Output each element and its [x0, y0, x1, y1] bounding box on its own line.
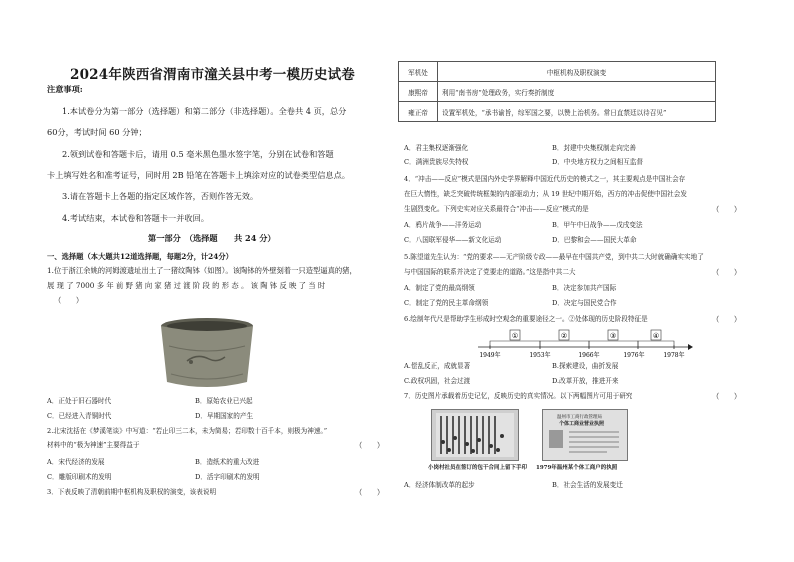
exam-title: 2024年陕西省渭南市潼关县中考一模历史试卷: [70, 67, 355, 83]
pottery-bowl-image: [157, 316, 257, 392]
table-cell: 雍正帝: [399, 102, 438, 122]
q1-line-1: 1.位于浙江余姚的河姆渡遗址出土了一猪纹陶钵（如图）。该陶钵的外壁刻着一只造型逼真的猪，: [47, 266, 357, 275]
license-photo-caption: 1979年温州某个体工商户的执照: [536, 465, 618, 471]
contract-photo: [431, 409, 519, 461]
q4-line-1: 4．“冲击——反应”模式是国内外史学界解释中国近代历史的模式之一，其主要观点是中国社会存: [404, 175, 686, 183]
q1-option-d: D．早期国家的产生: [195, 412, 254, 420]
q2-option-b: B．造纸术的重大改进: [195, 458, 260, 466]
q2-line-2: 材料中的“极为神速”主要得益于: [47, 441, 140, 449]
table-cell: 中枢机构及职权演变: [438, 62, 716, 82]
q3-option-c: C．满洲贵族尽失特权: [404, 158, 469, 166]
q7-question: 7．历史图片承载着历史记忆，反映历史的真实情况。以下两幅图片可用于研究: [404, 392, 633, 400]
q2-line-1: 2.北宋沈括在《梦溪笔谈》中写道：“若止印三二本，未为简易；若印数十百千本，则极为神速。”: [47, 427, 328, 435]
q3-option-d: D．中央地方权力之间相互监督: [552, 158, 644, 166]
license-photo: [542, 409, 628, 461]
q2-option-c: C．雕版印刷术的发明: [47, 473, 112, 481]
q3-option-a: A．君主集权逐渐强化: [404, 144, 469, 152]
q4-option-a: A．鸦片战争——洋务运动: [404, 221, 482, 229]
q2-option-d: D．活字印刷术的发明: [195, 473, 260, 481]
timeline-marker: ④: [652, 332, 660, 340]
q6-option-c: C.政权巩固，社会过渡: [404, 377, 471, 385]
notes-heading: 注意事项:: [47, 84, 83, 94]
q1-option-a: A．正处于旧石器时代: [47, 397, 112, 405]
contract-photo-graphic: [432, 410, 518, 460]
table-cell: 设置军机处，“承书谕旨，综军国之要，以赞上治机务。常日直禁廷以待召见”: [438, 102, 716, 122]
q1-line-2: 展 现 了 7000 多 年 前 野 猪 向 家 猪 过 渡 阶 段 的 形 态 。 该 陶 钵 反 映 了 当 时: [47, 281, 326, 290]
q6-option-a: A.偿乱反正，成就显著: [404, 362, 471, 370]
q5-line-1: 5.陈望道先生认为：“党的要求——无产阶级专政——最早在中国共产党，到中共二大时就确确实实地了: [404, 253, 704, 261]
q6-timeline: [476, 328, 694, 360]
timeline-year: 1949年: [479, 352, 501, 359]
q4-line-3: 生剧烈变化。下列史实对应关系最符合“冲击——反应”模式的是: [404, 205, 589, 213]
q5-option-a: A．制定了党的最高纲领: [404, 284, 475, 292]
note-line-3: 2.领到试卷和答题卡后，请用 0.5 毫米黑色墨水签字笔，分别在试卷和答题: [62, 149, 334, 159]
q5-option-c: C．制定了党的民主革命纲领: [404, 299, 489, 307]
note-line-6: 4.考试结束，本试卷和答题卡一并收回。: [62, 213, 209, 223]
timeline-year: 1953年: [529, 352, 551, 359]
q4-option-b: B．甲午中日战争——戊戌变法: [552, 221, 643, 229]
q6-question: 6.绘制年代尺是帮助学生形成时空观念的重要途径之一。②处体现的历史阶段特征是: [404, 315, 648, 323]
q4-option-c: C．八国联军侵华——新文化运动: [404, 236, 502, 244]
q6-option-d: D.改革开放，推进开来: [552, 377, 619, 385]
q4-option-d: D．巴黎和会——国民大革命: [552, 236, 637, 244]
table-row: [399, 62, 716, 82]
note-line-1: 1.本试卷分为第一部分（选择题）和第二部分（非选择题）。全卷共 4 页，总分: [62, 106, 347, 116]
license-subheading: 个体工商业营业执照: [559, 421, 605, 427]
q3-option-b: B．封建中央集权制走向完善: [552, 144, 636, 152]
table-cell: 军机处: [399, 62, 438, 82]
table-cell: 康熙帝: [399, 82, 438, 102]
q3-answer-paren: （ ）: [355, 488, 385, 497]
q3-question: 3．下表反映了清朝前期中枢机构及职权的演变，该表说明: [47, 488, 217, 496]
note-line-2: 60分，考试时间 60 分钟；: [47, 127, 147, 137]
license-heading: 温州市工商行政管理局: [557, 415, 602, 420]
timeline-year: 1966年: [578, 352, 600, 359]
q1-option-c: C．已经进入青铜时代: [47, 412, 112, 420]
q3-table: [398, 61, 716, 122]
q1-option-b: B．原始农业已兴起: [195, 397, 253, 405]
q6-answer-paren: （ ）: [712, 315, 742, 324]
q5-answer-paren: （ ）: [712, 268, 742, 277]
part1-heading: 第一部分 （选择题 共 24 分）: [148, 233, 276, 243]
table-cell: 利用“南书房”处理政务，实行奏折制度: [438, 82, 716, 102]
q7-option-a: A．经济体制改革的起步: [404, 481, 475, 489]
contract-photo-caption: 小岗村社员在签订的包干合同上留下手印: [428, 465, 528, 471]
q2-option-a: A．宋代经济的发展: [47, 458, 105, 466]
q6-option-b: B.探索建设，曲折发展: [552, 362, 619, 370]
table-row: [399, 82, 716, 102]
table-row: [399, 102, 716, 122]
note-line-5: 3.请在答题卡上各题的指定区域作答，否则作答无效。: [62, 191, 259, 201]
q5-line-2: 与中国国际的联系并决定了党要走的道路。”这是指中共二大: [404, 268, 576, 276]
license-graphic: [547, 428, 623, 458]
q5-option-d: D．决定与国民党合作: [552, 299, 617, 307]
timeline-marker: ①: [511, 332, 519, 340]
part1-instruction: 一、选择题（本大题共12道选择题，每题2分，计24分）: [47, 252, 233, 261]
timeline-year: 1978年: [663, 352, 685, 359]
q7-answer-paren: （ ）: [712, 392, 742, 401]
q4-line-2: 在巨大惰性，缺乏突破传统框架的内部驱动力；从 19 世纪中期开始，西方的冲击促使中国社会发: [404, 190, 687, 198]
timeline-year: 1976年: [623, 352, 645, 359]
timeline-marker: ②: [560, 332, 568, 340]
note-line-4: 卡上填写姓名和准考证号，同时用 2B 铅笔在答题卡上填涂对应的试卷类型信息点。: [47, 170, 350, 180]
q7-option-b: B．社会生活的发展变迁: [552, 481, 623, 489]
timeline-marker: ③: [609, 332, 617, 340]
q1-answer-paren: （ ）: [54, 296, 84, 305]
q4-answer-paren: （ ）: [712, 205, 742, 214]
q2-answer-paren: （ ）: [355, 441, 385, 450]
q5-option-b: B．决定参加共产国际: [552, 284, 617, 292]
